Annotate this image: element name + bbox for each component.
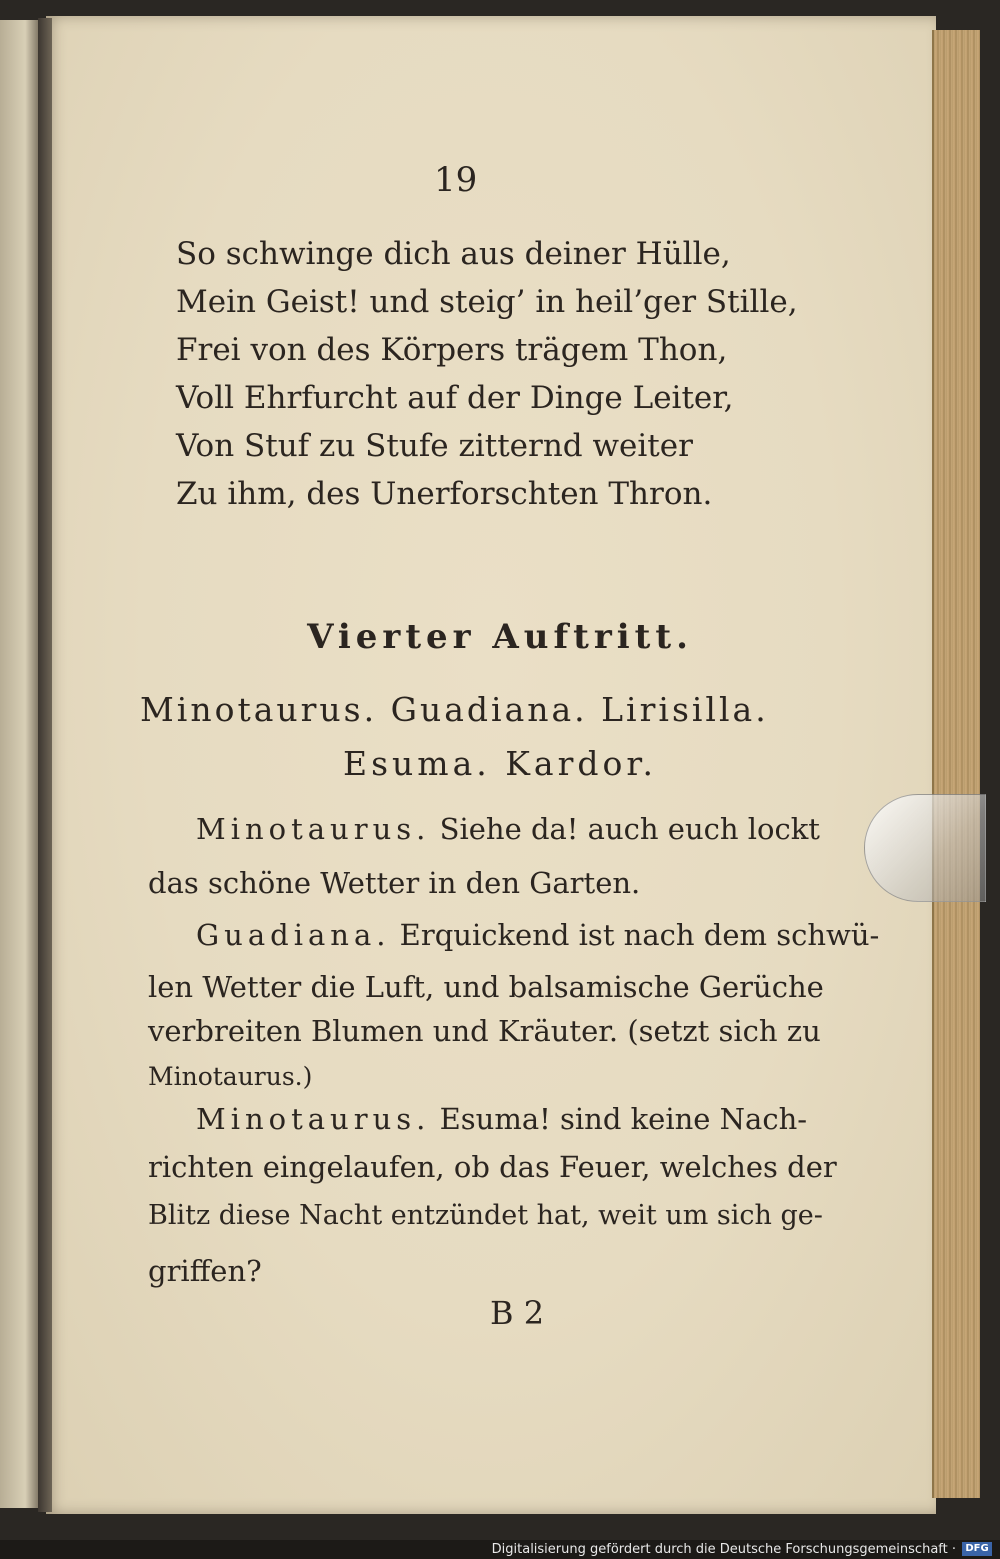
verse-line: Zu ihm, des Unerforschten Thron. [176, 476, 713, 512]
dialogue-text: verbreiten Blumen und Kräuter. (setzt sich zu [148, 1014, 821, 1048]
signature-mark: B 2 [490, 1294, 545, 1332]
funding-credit: Digitalisierung gefördert durch die Deutsche Forschungsgemeinschaft · [491, 1542, 956, 1557]
dialogue-text: Esuma! sind keine Nach- [430, 1102, 808, 1136]
dialogue-text: Minotaurus.) [148, 1062, 313, 1091]
prose-line [148, 1200, 823, 1231]
prose-line [196, 918, 879, 952]
dialogue-text: Blitz diese Nacht entzündet hat, weit um sich ge- [148, 1200, 823, 1231]
prose-line [148, 1062, 312, 1091]
prose-line [148, 970, 824, 1004]
verse-line: Voll Ehrfurcht auf der Dinge Leiter, [176, 380, 734, 416]
dialogue-text: Erquickend ist nach dem schwü- [390, 918, 880, 952]
prose-line [148, 1254, 262, 1288]
scene-heading: Vierter Auftritt. [307, 617, 693, 657]
prose-line [196, 812, 820, 846]
speaker-name: Minotaurus. [196, 1102, 431, 1136]
dialogue-text: griffen? [148, 1254, 262, 1288]
page-clip [864, 794, 986, 902]
speaker-name: Guadiana. [196, 918, 391, 952]
speaker-name: Minotaurus. [196, 812, 431, 846]
dialogue-text: richten eingelaufen, ob das Feuer, welches der [148, 1150, 837, 1184]
dfg-logo: DFG [962, 1542, 992, 1556]
prose-line [148, 866, 640, 900]
dialogue-text: Siehe da! auch euch lockt [430, 812, 820, 846]
cast-list-line: Minotaurus. Guadiana. Lirisilla. [140, 690, 769, 729]
page-number: 19 [434, 160, 478, 200]
verse-line: Mein Geist! und steig’ in heil’ger Stille, [176, 284, 798, 320]
dialogue-text: das schöne Wetter in den Garten. [148, 866, 641, 900]
verse-line: Von Stuf zu Stufe zitternd weiter [176, 428, 693, 464]
prose-line [148, 1150, 837, 1184]
cast-list-line: Esuma. Kardor. [343, 744, 657, 783]
verse-line: So schwinge dich aus deiner Hülle, [176, 236, 731, 272]
dialogue-text: len Wetter die Luft, und balsamische Gerüche [148, 970, 824, 1004]
prose-line [148, 1014, 821, 1048]
prose-line [196, 1102, 807, 1136]
verse-line: Frei von des Körpers trägem Thon, [176, 332, 728, 368]
